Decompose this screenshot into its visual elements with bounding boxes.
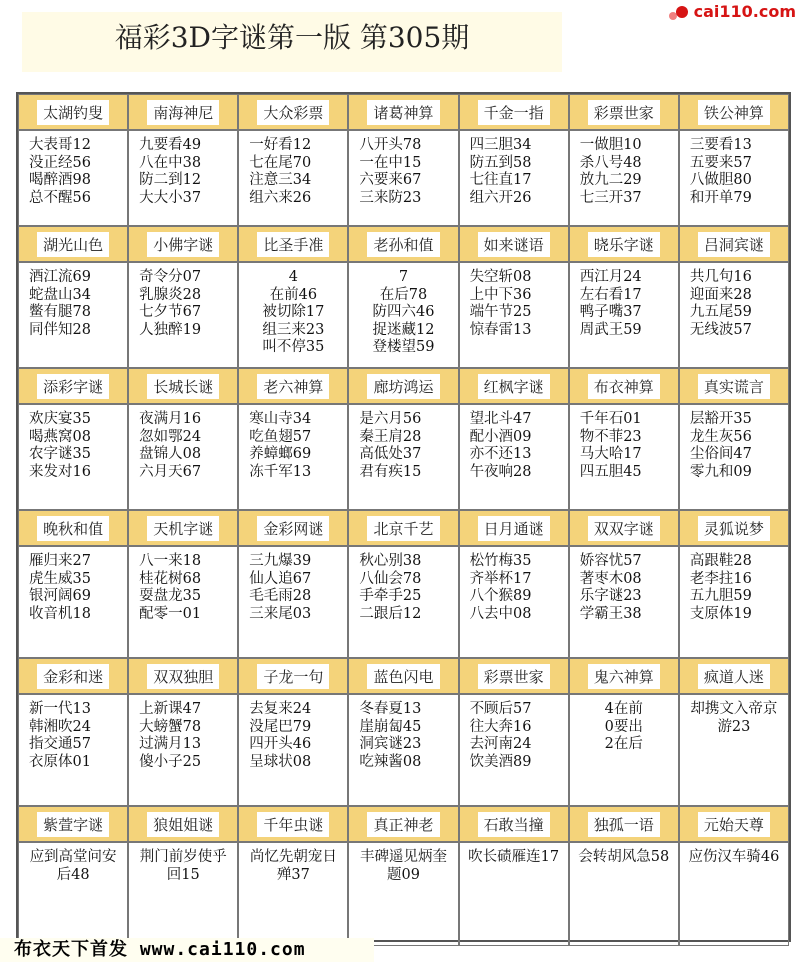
column-header	[18, 806, 128, 842]
column-header-label: 真实谎言	[698, 374, 770, 399]
riddle-line: 六月天67	[139, 463, 202, 480]
riddle-line: 尘俗间47	[689, 446, 752, 462]
riddle-line: 不顾后57	[469, 701, 532, 717]
site-logo-text: cai110.com	[693, 2, 796, 21]
riddle-line: 登楼望59	[372, 339, 435, 355]
column-header	[679, 658, 789, 694]
column-header-label: 诸葛神算	[367, 100, 439, 125]
column-header	[18, 368, 128, 404]
riddle-cell	[18, 546, 128, 658]
site-logo[interactable]	[676, 2, 796, 21]
riddle-line: 著枣木08	[579, 570, 642, 587]
riddle-line: 学霸王38	[579, 605, 642, 622]
riddle-line: 欢庆宴35	[29, 411, 91, 427]
column-header-label: 湖光山色	[37, 232, 109, 257]
riddle-line: 饮美酒89	[469, 753, 532, 770]
riddle-cell	[18, 694, 128, 806]
riddle-line: 农字谜35	[29, 446, 91, 462]
column-header	[348, 806, 458, 842]
column-header	[18, 510, 128, 546]
riddle-cell	[348, 262, 458, 368]
column-header-label: 大众彩票	[257, 100, 329, 125]
riddle-cell	[679, 262, 789, 368]
riddle-cell	[459, 694, 569, 806]
riddle-line: 往大奔16	[469, 718, 532, 735]
riddle-line: 丰碑遥见炳奎题09	[359, 849, 447, 883]
riddle-line: 捉迷藏12	[372, 321, 435, 338]
riddle-cell	[679, 130, 789, 226]
riddle-line: 四三胆34	[469, 137, 532, 153]
column-header	[238, 94, 348, 130]
riddle-line: 三来尾03	[249, 605, 312, 622]
column-header	[238, 368, 348, 404]
riddle-line: 被切除17	[262, 304, 325, 320]
column-header	[348, 94, 458, 130]
riddle-line: 三来防23	[359, 189, 422, 206]
riddle-line: 三九爆39	[249, 553, 312, 569]
column-header	[459, 658, 569, 694]
riddle-line: 支原体19	[689, 605, 752, 622]
riddle-line: 忽如鄂24	[139, 428, 202, 445]
riddle-cell	[459, 842, 569, 946]
riddle-line: 八个猴89	[469, 588, 532, 604]
riddle-line: 奇令分07	[139, 269, 202, 285]
riddle-line: 六要来67	[359, 172, 422, 188]
riddle-line: 大螃蟹78	[139, 718, 202, 735]
column-header	[679, 510, 789, 546]
riddle-line: 没尾巴79	[249, 718, 312, 735]
riddle-cell	[569, 404, 679, 510]
column-header	[18, 94, 128, 130]
riddle-line: 防五到58	[469, 154, 532, 171]
riddle-line: 物不菲23	[579, 428, 642, 445]
riddle-cell	[238, 262, 348, 368]
column-header	[569, 94, 679, 130]
riddle-line: 尚忆先朝宠日殚37	[249, 849, 337, 883]
riddle-line: 七三开37	[579, 189, 642, 206]
riddle-line: 松竹梅35	[469, 553, 532, 569]
riddle-line: 乐字谜23	[579, 588, 642, 604]
column-header	[569, 226, 679, 262]
column-header-label: 老六神算	[257, 374, 329, 399]
riddle-line: 去河南24	[469, 736, 532, 752]
column-header	[459, 226, 569, 262]
riddle-line: 应到高堂问安后48	[29, 849, 117, 883]
riddle-line: 无线波57	[689, 321, 752, 338]
riddle-line: 周武王59	[579, 321, 642, 338]
column-header-label: 南海神尼	[147, 100, 219, 125]
riddle-line: 三要看13	[689, 137, 752, 153]
riddle-line: 总不醒56	[29, 189, 91, 206]
riddle-line: 手牵手25	[359, 588, 422, 604]
column-header-label: 长城长谜	[147, 374, 219, 399]
riddle-line: 层豁开35	[689, 411, 752, 427]
riddle-line: 高低处37	[359, 446, 422, 462]
riddle-cell	[459, 262, 569, 368]
riddle-line: 马大哈17	[579, 446, 642, 462]
riddle-line: 二跟后12	[359, 605, 422, 622]
riddle-cell	[679, 404, 789, 510]
riddle-cell	[238, 130, 348, 226]
column-header	[348, 226, 458, 262]
riddle-line: 组六开26	[469, 189, 532, 206]
riddle-line: 在后78	[379, 286, 428, 303]
riddle-line: 注意三34	[249, 172, 312, 188]
column-header-label: 红枫字谜	[478, 374, 550, 399]
riddle-line: 来发对16	[29, 463, 91, 480]
riddle-line: 和开单79	[689, 189, 752, 206]
riddle-line: 四开头46	[249, 736, 312, 752]
column-header-label: 灵狐说梦	[698, 516, 770, 541]
column-header	[459, 94, 569, 130]
column-header	[459, 806, 569, 842]
riddle-line: 银河阔69	[29, 588, 91, 604]
riddle-line: 冬春夏13	[359, 701, 422, 717]
riddle-line: 西江月24	[579, 269, 642, 285]
riddle-line: 配零一01	[139, 605, 202, 622]
riddle-cell	[348, 842, 458, 946]
column-header	[348, 510, 458, 546]
riddle-line: 盘锦人08	[139, 446, 202, 462]
riddle-line: 过满月13	[139, 736, 202, 752]
column-header-label: 子龙一句	[257, 664, 329, 689]
riddle-line: 亦不还13	[469, 446, 532, 462]
riddle-cell	[348, 130, 458, 226]
riddle-line: 指交通57	[29, 736, 91, 752]
riddle-cell	[569, 130, 679, 226]
column-header-label: 晓乐字谜	[588, 232, 660, 257]
column-header	[679, 94, 789, 130]
riddle-line: 仙人追67	[249, 570, 312, 587]
riddle-cell	[128, 842, 238, 946]
column-header	[238, 510, 348, 546]
riddle-cell	[679, 694, 789, 806]
column-header-label: 老孙和值	[367, 232, 439, 257]
riddle-table	[16, 92, 791, 942]
column-header	[569, 658, 679, 694]
riddle-line: 虎生威35	[29, 570, 91, 587]
riddle-cell	[569, 546, 679, 658]
footer-banner: 布衣天下首发 www.cai110.com	[0, 938, 374, 962]
riddle-line: 吃鱼翅57	[249, 428, 312, 445]
column-header	[128, 510, 238, 546]
riddle-line: 龙生灰56	[689, 428, 752, 445]
riddle-line: 同伴知28	[29, 321, 91, 338]
column-header-label: 双双字谜	[588, 516, 660, 541]
riddle-line: 杀八号48	[579, 154, 642, 171]
column-header-label: 太湖钓叟	[37, 100, 109, 125]
riddle-line: 洞宾谜23	[359, 736, 422, 752]
riddle-cell	[18, 262, 128, 368]
riddle-cell	[569, 694, 679, 806]
riddle-line: 八仙会78	[359, 570, 422, 587]
riddle-line: 0要出	[604, 718, 643, 735]
riddle-line: 夜满月16	[139, 411, 202, 427]
riddle-line: 七往直17	[469, 172, 532, 188]
column-header-label: 真正神老	[367, 812, 439, 837]
riddle-line: 大大小37	[139, 189, 202, 206]
riddle-cell	[128, 546, 238, 658]
riddle-cell	[128, 404, 238, 510]
riddle-line: 组六来26	[249, 189, 312, 206]
riddle-cell	[348, 694, 458, 806]
column-header-label: 千年虫谜	[257, 812, 329, 837]
riddle-line: 呈球状08	[249, 753, 312, 770]
riddle-line: 衣原体01	[29, 753, 91, 770]
column-header-label: 添彩字谜	[37, 374, 109, 399]
riddle-cell	[238, 404, 348, 510]
riddle-line: 养蟑螂69	[249, 446, 312, 462]
riddle-line: 四五胆45	[579, 463, 642, 480]
column-header-label: 布衣神算	[588, 374, 660, 399]
riddle-line: 大表哥12	[29, 137, 91, 153]
riddle-line: 喝醉酒98	[29, 172, 91, 188]
column-header	[238, 226, 348, 262]
riddle-cell	[348, 404, 458, 510]
riddle-line: 傻小子25	[139, 753, 202, 770]
riddle-cell	[459, 130, 569, 226]
column-header-label: 双双独胆	[147, 664, 219, 689]
riddle-line: 失空斩08	[469, 269, 532, 285]
riddle-line: 冻千军13	[249, 463, 312, 480]
riddle-line: 喝燕窝08	[29, 428, 91, 445]
riddle-cell	[18, 842, 128, 946]
riddle-line: 崖崩匐45	[359, 718, 422, 735]
riddle-line: 齐举杯17	[469, 570, 532, 587]
riddle-line: 秋心别38	[359, 553, 422, 569]
column-header-label: 彩票世家	[478, 664, 550, 689]
riddle-cell	[569, 262, 679, 368]
riddle-cell	[459, 546, 569, 658]
riddle-line: 一好看12	[249, 137, 312, 153]
riddle-line: 高跟鞋28	[689, 553, 752, 569]
riddle-line: 五要来57	[689, 154, 752, 171]
column-header	[348, 368, 458, 404]
riddle-line: 七夕节67	[139, 304, 202, 320]
column-header-label: 金彩和迷	[37, 664, 109, 689]
riddle-line: 一做胆10	[579, 137, 642, 153]
riddle-line: 午夜响28	[469, 463, 532, 480]
riddle-line: 组三来23	[262, 321, 325, 338]
logo-mark-icon	[676, 6, 688, 18]
riddle-line: 配小酒09	[469, 428, 532, 445]
column-header-label: 廊坊鸿运	[367, 374, 439, 399]
riddle-line: 端午节25	[469, 304, 532, 320]
column-header-label: 北京千艺	[367, 516, 439, 541]
riddle-line: 桂花树68	[139, 570, 202, 587]
riddle-line: 上新课47	[139, 701, 202, 717]
riddle-line: 耍盘龙35	[139, 588, 202, 604]
riddle-cell	[459, 404, 569, 510]
riddle-line: 老李拄16	[689, 570, 752, 587]
column-header	[18, 226, 128, 262]
page-title: 福彩3D字谜第一版 第305期	[22, 12, 562, 72]
riddle-line: 七在尾70	[249, 154, 312, 171]
riddle-line: 乳腺炎28	[139, 286, 202, 303]
riddle-cell	[569, 842, 679, 946]
column-header-label: 独孤一语	[588, 812, 660, 837]
column-header	[128, 226, 238, 262]
column-header-label: 元始天尊	[698, 812, 770, 837]
riddle-line: 去复来24	[249, 701, 312, 717]
riddle-line: 八开头78	[359, 137, 422, 153]
riddle-cell	[128, 130, 238, 226]
column-header	[679, 226, 789, 262]
riddle-cell	[679, 546, 789, 658]
riddle-cell	[128, 694, 238, 806]
column-header-label: 晚秋和值	[37, 516, 109, 541]
riddle-cell	[128, 262, 238, 368]
column-header	[459, 510, 569, 546]
column-header	[348, 658, 458, 694]
riddle-line: 君有疾15	[359, 463, 422, 480]
riddle-line: 八一来18	[139, 553, 202, 569]
riddle-line: 叫不停35	[262, 339, 325, 355]
riddle-line: 却携文入帝京游23	[690, 701, 778, 735]
column-header	[128, 368, 238, 404]
riddle-cell	[238, 546, 348, 658]
column-header	[238, 806, 348, 842]
column-header	[128, 658, 238, 694]
column-header-label: 鬼六神算	[588, 664, 660, 689]
riddle-line: 鳖有腿78	[29, 304, 91, 320]
column-header	[569, 510, 679, 546]
riddle-cell	[18, 130, 128, 226]
riddle-line: 吃辣酱08	[359, 753, 422, 770]
column-header	[569, 368, 679, 404]
riddle-line: 雁归来27	[29, 553, 91, 569]
riddle-line: 千年石01	[579, 411, 642, 427]
riddle-line: 一在中15	[359, 154, 422, 171]
column-header-label: 金彩网谜	[257, 516, 329, 541]
column-header	[569, 806, 679, 842]
column-header-label: 狼姐姐谜	[147, 812, 219, 837]
riddle-cell	[238, 842, 348, 946]
riddle-line: 鸭子嘴37	[579, 304, 642, 320]
column-header-label: 小佛字谜	[147, 232, 219, 257]
column-header-label: 彩票世家	[588, 100, 660, 125]
riddle-line: 在前46	[269, 286, 318, 303]
column-header-label: 铁公神算	[698, 100, 770, 125]
riddle-cell	[348, 546, 458, 658]
riddle-line: 八做胆80	[689, 172, 752, 188]
riddle-cell	[679, 842, 789, 946]
column-header-label: 日月通谜	[478, 516, 550, 541]
riddle-line: 4	[288, 269, 298, 285]
riddle-line: 九五尾59	[689, 304, 752, 320]
column-header-label: 石敢当撞	[478, 812, 550, 837]
riddle-line: 7	[398, 269, 409, 285]
riddle-line: 寒山寺34	[249, 411, 312, 427]
riddle-line: 新一代13	[29, 701, 91, 717]
riddle-line: 4在前	[604, 701, 643, 717]
column-header	[238, 658, 348, 694]
riddle-line: 韩湘吹24	[29, 718, 91, 735]
riddle-line: 没正经56	[29, 154, 91, 171]
riddle-line: 2在后	[604, 736, 643, 752]
column-header-label: 比圣手准	[257, 232, 329, 257]
riddle-line: 娇容忧57	[579, 553, 642, 569]
riddle-cell	[238, 694, 348, 806]
riddle-line: 惊春雷13	[469, 321, 532, 338]
riddle-line: 酒江流69	[29, 269, 91, 285]
riddle-line: 八去中08	[469, 605, 532, 622]
column-header	[679, 806, 789, 842]
riddle-line: 吹长碛雁连17	[468, 849, 560, 865]
riddle-line: 五九胆59	[689, 588, 752, 604]
riddle-line: 毛毛雨28	[249, 588, 312, 604]
column-header-label: 蓝色闪电	[367, 664, 439, 689]
riddle-line: 零九和09	[689, 463, 752, 480]
riddle-line: 九要看49	[139, 137, 202, 153]
column-header-label: 吕洞宾谜	[698, 232, 770, 257]
riddle-line: 防四六46	[372, 304, 435, 320]
column-header	[128, 94, 238, 130]
column-header-label: 疯道人迷	[698, 664, 770, 689]
riddle-line: 上中下36	[469, 286, 532, 303]
riddle-line: 防二到12	[139, 172, 202, 188]
riddle-cell	[18, 404, 128, 510]
column-header	[679, 368, 789, 404]
column-header	[459, 368, 569, 404]
column-header-label: 如来谜语	[478, 232, 550, 257]
riddle-line: 八在中38	[139, 154, 202, 171]
riddle-line: 应伤汉车骑46	[688, 849, 780, 865]
column-header	[18, 658, 128, 694]
column-header	[128, 806, 238, 842]
riddle-line: 蛇盘山34	[29, 286, 91, 303]
column-header-label: 天机字谜	[147, 516, 219, 541]
riddle-line: 放九二29	[579, 172, 642, 188]
riddle-line: 迎面来28	[689, 286, 752, 303]
riddle-line: 收音机18	[29, 605, 91, 622]
riddle-line: 是六月56	[359, 411, 422, 427]
riddle-line: 望北斗47	[469, 411, 532, 427]
riddle-line: 共几句16	[689, 269, 752, 285]
riddle-line: 秦王肩28	[359, 428, 422, 445]
riddle-line: 会转胡风急58	[578, 849, 670, 865]
column-header-label: 千金一指	[478, 100, 550, 125]
riddle-line: 荆门前岁使乎回15	[139, 849, 227, 883]
riddle-line: 左右看17	[579, 286, 642, 303]
column-header-label: 紫萱字谜	[37, 812, 109, 837]
riddle-line: 人独醉19	[139, 321, 202, 338]
